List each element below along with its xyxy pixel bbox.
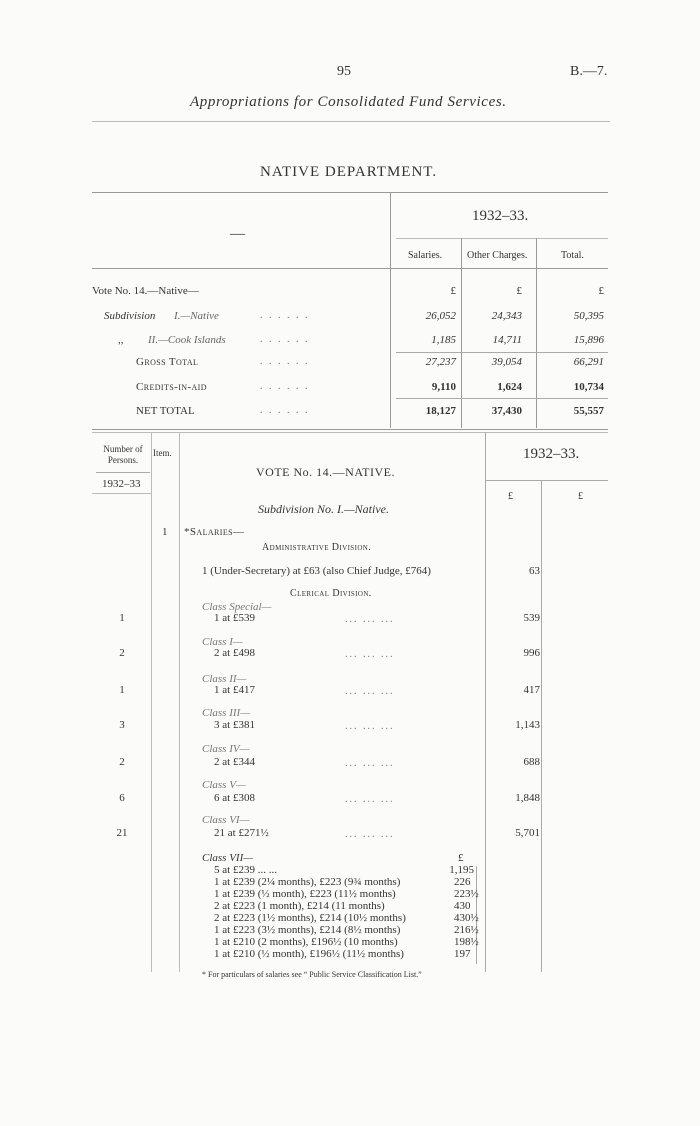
class-persons: 2 xyxy=(119,647,125,659)
currency-total: £ xyxy=(598,285,604,297)
admin-line: 1 (Under-Secretary) at £63 (also Chief Judge, £764) xyxy=(202,565,431,577)
clerical-division: Clerical Division. xyxy=(290,588,372,599)
class-persons: 3 xyxy=(119,719,125,731)
row-total: 66,291 xyxy=(573,356,604,368)
class-amount: 5,701 xyxy=(515,827,540,839)
class7-amount: 223½ xyxy=(454,888,479,900)
summary-dash: — xyxy=(230,226,245,242)
detail-currency: £ xyxy=(508,491,513,502)
col-item: Item. xyxy=(153,448,172,458)
class7-currency: £ xyxy=(458,852,464,864)
header-rule xyxy=(92,121,610,122)
class-line: 2 at £344 xyxy=(214,756,255,768)
subdivision-name: II.—Cook Islands xyxy=(148,334,226,346)
class7-line: 1 at £223 (3½ months), £214 (8½ months) xyxy=(214,924,401,936)
document-reference: B.—7. xyxy=(570,64,608,79)
class-persons: 21 xyxy=(116,827,128,839)
col-other-charges: Other Charges. xyxy=(467,250,528,261)
class7-amount: 197 xyxy=(454,948,471,960)
class7-line: 1 at £210 (2 months), £196½ (10 months) xyxy=(214,936,398,948)
leader-dots: . . . . . . xyxy=(260,405,310,416)
row-other: 1,624 xyxy=(497,381,522,393)
class-amount: 539 xyxy=(523,612,540,624)
leader-dots: ... ... ... xyxy=(345,614,395,625)
class7-line: 2 at £223 (1½ months), £214 (10½ months) xyxy=(214,912,406,924)
leader-dots: . . . . . . xyxy=(260,334,310,345)
salaries-heading: *Salaries— xyxy=(184,526,245,538)
col-number-of-persons: Number of Persons. xyxy=(103,444,143,465)
class-amount: 996 xyxy=(523,647,540,659)
gross-total-label: Gross Total xyxy=(136,356,199,368)
subdivision-heading: Subdivision No. I.—Native. xyxy=(258,502,389,516)
class-persons: 2 xyxy=(119,756,125,768)
row-total: 10,734 xyxy=(573,381,604,393)
class-line: 3 at £381 xyxy=(214,719,255,731)
class-name: Class VII— xyxy=(202,852,254,864)
row-total: 15,896 xyxy=(573,334,604,346)
class-amount: 1,848 xyxy=(515,792,540,804)
leader-dots: ... ... ... xyxy=(345,829,395,840)
leader-dots: ... ... ... xyxy=(345,649,395,660)
currency-salaries: £ xyxy=(450,285,456,297)
subdivision-name: I.—Native xyxy=(174,310,219,322)
class-line: 1 at £417 xyxy=(214,684,255,696)
administrative-division: Administrative Division. xyxy=(262,542,372,553)
leader-dots: ... ... ... xyxy=(345,721,395,732)
row-other: 14,711 xyxy=(492,334,522,346)
class7-amount: 430½ xyxy=(454,912,479,924)
credits-in-aid-label: Credits-in-aid xyxy=(136,381,207,393)
leader-dots: ... ... ... xyxy=(345,758,395,769)
page-number: 95 xyxy=(337,64,351,79)
page-subtitle: Appropriations for Consolidated Fund Services. xyxy=(190,94,507,110)
class7-line: 1 at £239 (2¼ months), £223 (9¾ months) xyxy=(214,876,401,888)
admin-amount: 63 xyxy=(529,565,540,577)
leader-dots: ... ... ... xyxy=(345,686,395,697)
class-line: 6 at £308 xyxy=(214,792,255,804)
class-persons: 1 xyxy=(119,684,125,696)
leader-dots: . . . . . . xyxy=(260,356,310,367)
net-total-label: NET TOTAL xyxy=(136,405,195,417)
class-name: Class III— xyxy=(202,707,250,719)
class-line: 2 at £498 xyxy=(214,647,255,659)
col-total: Total. xyxy=(561,250,584,261)
footnote: * For particulars of salaries see “ Public Service Classification List.” xyxy=(202,970,422,979)
class-line: 1 at £539 xyxy=(214,612,255,624)
leader-dots: . . . . . . xyxy=(260,310,310,321)
vote-heading: VOTE No. 14.—NATIVE. xyxy=(256,465,395,479)
class-name: Class IV— xyxy=(202,743,250,755)
row-salaries: 26,052 xyxy=(425,310,456,322)
class-name: Class VI— xyxy=(202,814,250,826)
subdivision-label: Subdivision xyxy=(104,310,156,322)
class7-line: 1 at £239 (½ month), £223 (11½ months) xyxy=(214,888,396,900)
class-name: Class V— xyxy=(202,779,246,791)
detail-currency: £ xyxy=(578,491,583,502)
class-line: 21 at £271½ xyxy=(214,827,269,839)
leader-dots: ... ... ... xyxy=(345,794,395,805)
class-persons: 1 xyxy=(119,612,125,624)
row-other: 24,343 xyxy=(491,310,522,322)
summary-year-heading: 1932–33. xyxy=(472,208,529,224)
class-name: Class I— xyxy=(202,636,243,648)
class7-amount: 430 xyxy=(454,900,471,912)
class7-line: 2 at £223 (1 month), £214 (11 months) xyxy=(214,900,385,912)
class7-amount: 226 xyxy=(454,876,471,888)
row-other: 37,430 xyxy=(491,405,522,417)
class7-amount: 216½ xyxy=(454,924,479,936)
class-name: Class II— xyxy=(202,673,247,685)
vote-label: Vote No. 14.—Native— xyxy=(92,285,199,297)
detail-year-heading: 1932–33. xyxy=(523,446,580,462)
class7-line: 5 at £239 ... ... xyxy=(214,864,277,876)
row-salaries: 18,127 xyxy=(425,405,456,417)
leader-dots: . . . . . . xyxy=(260,381,310,392)
class7-amount: 1,195 xyxy=(449,864,474,876)
col-salaries: Salaries. xyxy=(408,250,443,261)
row-salaries: 9,110 xyxy=(431,381,456,393)
class-amount: 1,143 xyxy=(515,719,540,731)
department-title: NATIVE DEPARTMENT. xyxy=(260,164,438,180)
class-name: Class Special— xyxy=(202,601,272,613)
row-total: 50,395 xyxy=(573,310,604,322)
class7-line: 1 at £210 (½ month), £196½ (11½ months) xyxy=(214,948,404,960)
class7-amount: 198½ xyxy=(454,936,479,948)
row-salaries: 1,185 xyxy=(431,334,456,346)
row-total: 55,557 xyxy=(573,405,604,417)
item-number: 1 xyxy=(162,526,168,538)
class-persons: 6 xyxy=(119,792,125,804)
currency-other: £ xyxy=(516,285,522,297)
row-salaries: 27,237 xyxy=(425,356,456,368)
class-amount: 688 xyxy=(523,756,540,768)
row-other: 39,054 xyxy=(491,356,522,368)
class-amount: 417 xyxy=(523,684,540,696)
ditto-mark: ,, xyxy=(118,334,124,346)
persons-year: 1932–33 xyxy=(102,478,141,490)
